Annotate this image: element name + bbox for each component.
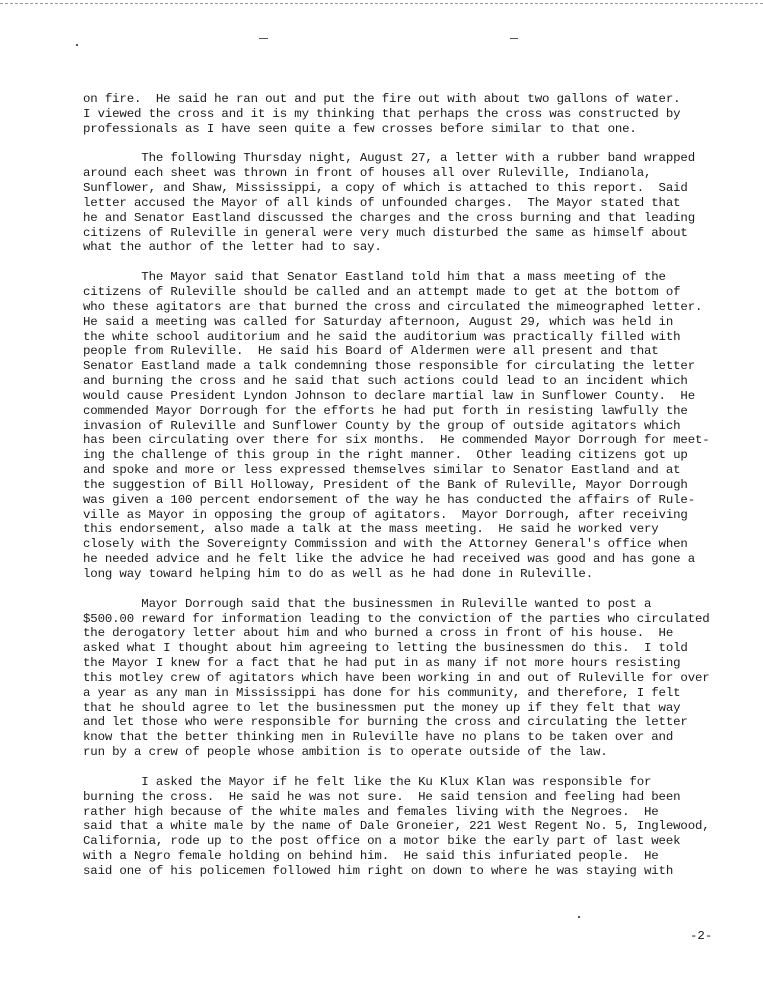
text-line: run by a crew of people whose ambition is to operate outside of the law. xyxy=(83,745,608,760)
paragraph-gap xyxy=(83,255,723,270)
text-line: around each sheet was thrown in front of houses all over Ruleville, Indianola, xyxy=(83,166,652,181)
text-line: the Mayor I knew for a fact that he had put in as many if not more hours resisting xyxy=(83,656,681,671)
text-line: $500.00 reward for information leading to the conviction of the parties who circulated xyxy=(83,611,710,626)
text-line: would cause President Lyndon Johnson to declare martial law in Sunflower County. He xyxy=(83,388,695,403)
text-line: who these agitators are that burned the cross and circulated the mimeographed letter. xyxy=(83,299,703,314)
paragraph xyxy=(83,775,723,879)
text-line: The Mayor said that Senator Eastland told him that a mass meeting of the xyxy=(83,270,666,285)
text-line: ing the challenge of this group in the right manner. Other leading citizens got up xyxy=(83,448,688,463)
text-line: said that a white male by the name of Dale Groneier, 221 West Regent No. 5, Inglewood, xyxy=(83,819,710,834)
text-line: The following Thursday night, August 27, a letter with a rubber band wrapped xyxy=(83,151,695,166)
text-line: I asked the Mayor if he felt like the Ku Klux Klan was responsible for xyxy=(83,774,652,789)
text-line: Mayor Dorrough said that the businessmen in Ruleville wanted to post a xyxy=(83,596,652,611)
scan-speck xyxy=(259,38,268,39)
document-body xyxy=(83,92,723,879)
text-line: and burning the cross and he said that such actions could lead to an incident which xyxy=(83,374,688,389)
text-line: with a Negro female holding on behind him. He said this infuriated people. He xyxy=(83,849,659,864)
paragraph xyxy=(83,151,723,255)
text-line: letter accused the Mayor of all kinds of unfounded charges. The Mayor stated that xyxy=(83,195,681,210)
text-line: the white school auditorium and he said the auditorium was practically filled with xyxy=(83,329,681,344)
text-line: rather high because of the white males and females living with the Negroes. He xyxy=(83,804,659,819)
paragraph xyxy=(83,92,723,137)
text-line: ville as Mayor in opposing the group of agitators. Mayor Dorrough, after receiving xyxy=(83,507,688,522)
text-line: California, rode up to the post office on a motor bike the early part of last week xyxy=(83,834,681,849)
text-line: He said a meeting was called for Saturday afternoon, August 29, which was held in xyxy=(83,314,674,329)
text-line: people from Ruleville. He said his Board of Aldermen were all present and that xyxy=(83,344,659,359)
text-line: has been circulating over there for six months. He commended Mayor Dorrough for meet- xyxy=(83,433,710,448)
text-line: citizens of Ruleville should be called and an attempt made to get at the bottom of xyxy=(83,284,681,299)
text-line: closely with the Sovereignty Commission and with the Attorney General's office when xyxy=(83,537,688,552)
text-line: and spoke and more or less expressed themselves similar to Senator Eastland and at xyxy=(83,463,681,478)
text-line: burning the cross. He said he was not sure. He said tension and feeling had been xyxy=(83,789,681,804)
text-line: Sunflower, and Shaw, Mississippi, a copy of which is attached to this report. Said xyxy=(83,181,688,196)
text-line: know that the better thinking men in Ruleville have no plans to be taken over and xyxy=(83,730,674,745)
text-line: that he should agree to let the businessmen put the money up if they felt that way xyxy=(83,700,681,715)
text-line: on fire. He said he ran out and put the fire out with about two gallons of water. xyxy=(83,92,681,106)
text-line: was given a 100 percent endorsement of the way he has conducted the affairs of Rule- xyxy=(83,492,695,507)
scan-speck xyxy=(76,44,78,46)
page-top-edge xyxy=(0,3,763,4)
paragraph xyxy=(83,270,723,582)
paragraph-gap xyxy=(83,760,723,775)
paragraph-gap xyxy=(83,137,723,152)
text-line: he needed advice and he felt like the advice he had received was good and has gone a xyxy=(83,552,695,567)
text-line: this endorsement, also made a talk at the mass meeting. He said he worked very xyxy=(83,522,659,537)
text-line: invasion of Ruleville and Sunflower County by the group of outside agitators which xyxy=(83,418,681,433)
text-line: asked what I thought about him agreeing to letting the businessmen do this. I told xyxy=(83,641,688,656)
text-line: professionals as I have seen quite a few crosses before similar to that one. xyxy=(83,121,637,136)
text-line: Senator Eastland made a talk condemning those responsible for circulating the letter xyxy=(83,359,695,374)
page-number: -2- xyxy=(690,929,713,943)
text-line: citizens of Ruleville in general were very much disturbed the same as himself about xyxy=(83,225,688,240)
scan-speck xyxy=(510,38,518,39)
text-line: the suggestion of Bill Holloway, President of the Bank of Ruleville, Mayor Dorrough xyxy=(83,477,688,492)
text-line: commended Mayor Dorrough for the efforts he had put forth in resisting lawfully the xyxy=(83,403,688,418)
text-line: long way toward helping him to do as well as he had done in Ruleville. xyxy=(83,567,593,581)
text-line: a year as any man in Mississippi has done for his community, and therefore, I felt xyxy=(83,685,681,700)
scan-speck xyxy=(578,916,580,918)
paragraph xyxy=(83,597,723,760)
text-line: I viewed the cross and it is my thinking that perhaps the cross was constructed by xyxy=(83,106,681,121)
text-line: he and Senator Eastland discussed the charges and the cross burning and that leading xyxy=(83,210,695,225)
text-line: said one of his policemen followed him right on down to where he was staying with xyxy=(83,863,674,878)
text-line: the derogatory letter about him and who burned a cross in front of his house. He xyxy=(83,626,674,641)
text-line: and let those who were responsible for burning the cross and circulating the letter xyxy=(83,715,688,730)
paragraph-gap xyxy=(83,582,723,597)
text-line: what the author of the letter had to say. xyxy=(83,240,382,255)
text-line: this motley crew of agitators which have been working in and out of Ruleville for over xyxy=(83,670,710,685)
